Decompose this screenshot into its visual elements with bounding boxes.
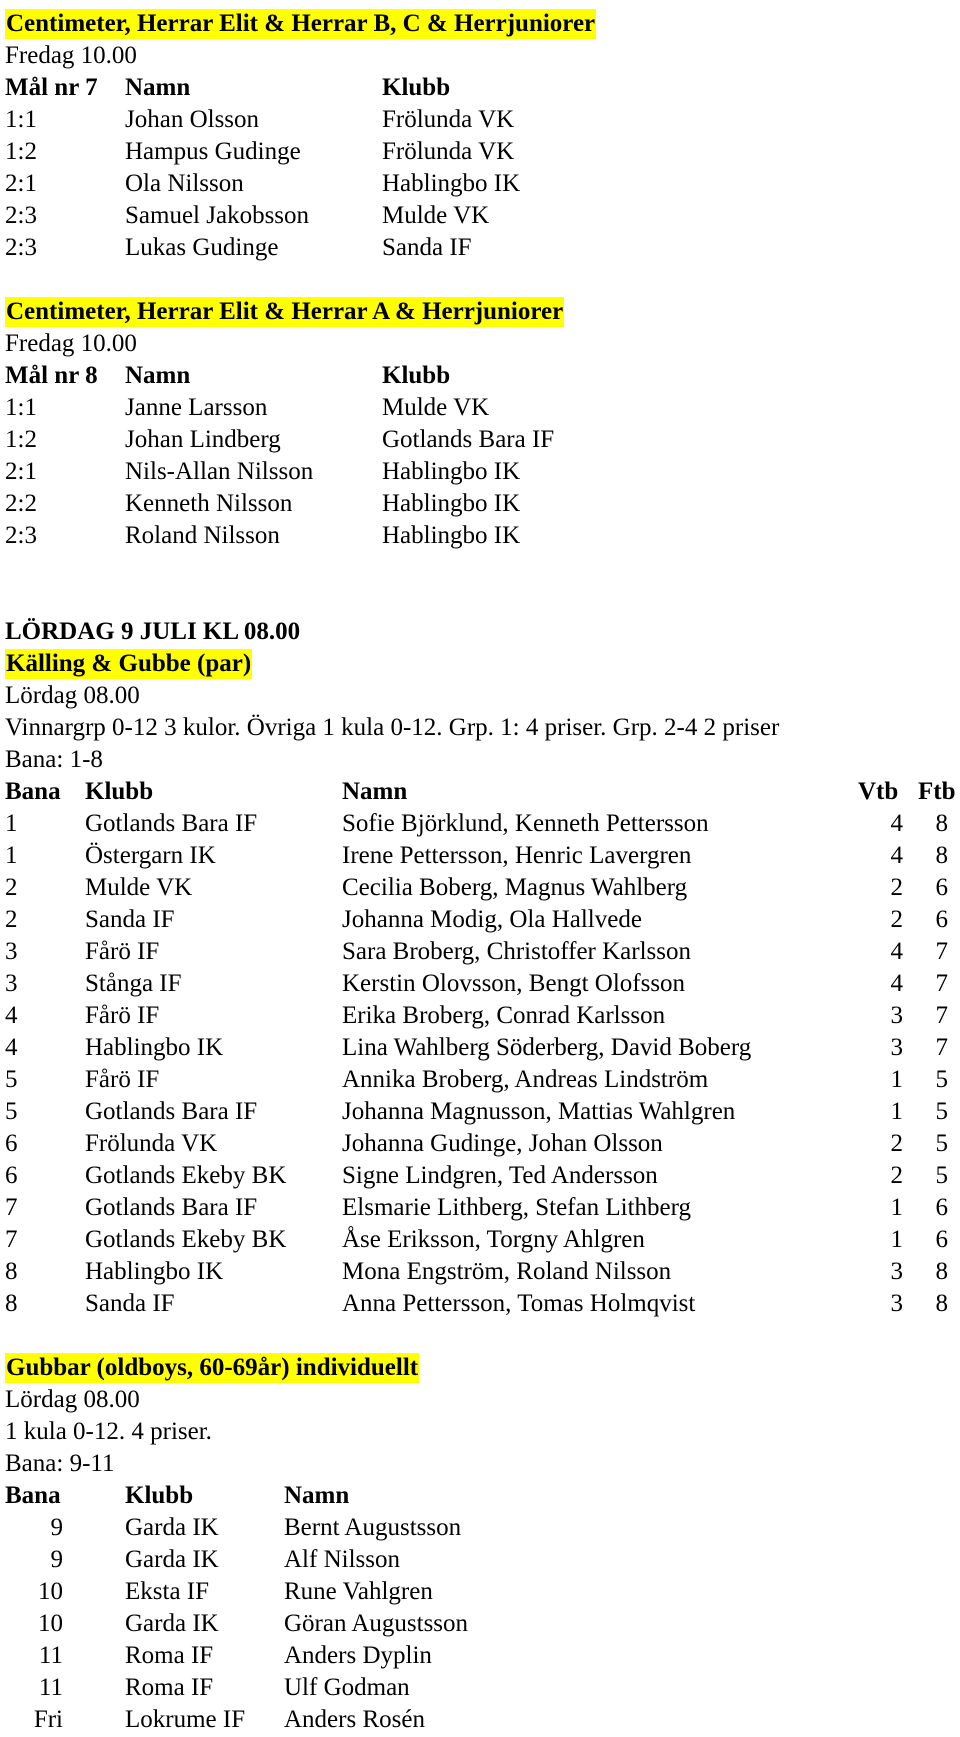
col-header-vtb: Vtb [858, 778, 899, 805]
club-cell: Mulde VK [382, 202, 490, 229]
club-cell: Frölunda VK [382, 138, 515, 165]
table-row [5, 1000, 955, 1032]
ftb-cell: 5 [935, 1066, 948, 1093]
ftb-cell: 8 [935, 1290, 948, 1317]
lane-cell: 3 [5, 938, 18, 965]
club-cell: Gotlands Bara IF [85, 1194, 258, 1221]
lane-cell: 3 [5, 970, 18, 997]
club-cell: Lokrume IF [125, 1706, 246, 1733]
section-time: Lördag 08.00 [5, 682, 140, 709]
table-row [5, 1064, 955, 1096]
club-cell: Roma IF [125, 1674, 214, 1701]
name-cell: Johan Olsson [125, 106, 260, 133]
name-cell: Elsmarie Lithberg, Stefan Lithberg [342, 1194, 691, 1221]
vtb-cell: 2 [890, 906, 903, 933]
col-header-name: Namn [125, 74, 191, 101]
ftb-cell: 6 [935, 1194, 948, 1221]
name-cell: Johanna Magnusson, Mattias Wahlgren [342, 1098, 736, 1125]
name-cell: Annika Broberg, Andreas Lindström [342, 1066, 709, 1093]
table-header [5, 1480, 955, 1512]
vtb-cell: 3 [890, 1258, 903, 1285]
club-cell: Garda IK [125, 1610, 219, 1637]
vtb-cell: 2 [890, 1162, 903, 1189]
section-time: Fredag 10.00 [5, 42, 137, 69]
lane-cell: 8 [5, 1258, 18, 1285]
goal-cell: 2:3 [5, 234, 37, 261]
club-cell: Sanda IF [382, 234, 472, 261]
table-row [5, 424, 955, 456]
club-cell: Gotlands Bara IF [85, 1098, 258, 1125]
club-cell: Mulde VK [382, 394, 490, 421]
col-header-goal: Mål nr 7 [5, 74, 98, 101]
section-header [5, 8, 955, 40]
goal-cell: 1:2 [5, 426, 37, 453]
pairs-table-body [5, 808, 955, 1320]
club-cell: Hablingbo IK [85, 1034, 224, 1061]
spacer [5, 552, 955, 616]
table-row [5, 1544, 955, 1576]
table-row [5, 1704, 955, 1736]
spacer [5, 1320, 955, 1352]
vtb-cell: 1 [890, 1066, 903, 1093]
table-row [5, 456, 955, 488]
ftb-cell: 5 [935, 1098, 948, 1125]
col-header-club: Klubb [382, 362, 451, 389]
ftb-cell: 6 [935, 874, 948, 901]
section-header [5, 648, 955, 680]
ftb-cell: 7 [935, 938, 948, 965]
table-header [5, 776, 955, 808]
vtb-cell: 2 [890, 1130, 903, 1157]
lane-cell: 11 [38, 1674, 63, 1701]
ftb-cell: 7 [935, 970, 948, 997]
club-cell: Frölunda VK [382, 106, 515, 133]
lane-cell: 4 [5, 1002, 18, 1029]
ftb-cell: 5 [935, 1130, 948, 1157]
ftb-cell: 8 [935, 810, 948, 837]
table-header [5, 72, 955, 104]
club-cell: Hablingbo IK [382, 522, 521, 549]
vtb-cell: 4 [890, 810, 903, 837]
table-row [5, 104, 955, 136]
table-row [5, 808, 955, 840]
name-cell: Bernt Augustsson [284, 1514, 462, 1541]
name-cell: Ulf Godman [284, 1674, 410, 1701]
club-cell: Gotlands Ekeby BK [85, 1162, 287, 1189]
club-cell: Hablingbo IK [382, 170, 521, 197]
name-cell: Johanna Modig, Ola Hallvede [342, 906, 642, 933]
club-cell: Gotlands Ekeby BK [85, 1226, 287, 1253]
table-header [5, 360, 955, 392]
club-cell: Hablingbo IK [85, 1258, 224, 1285]
name-cell: Johan Lindberg [125, 426, 281, 453]
table-row [5, 232, 955, 264]
lane-cell: 9 [50, 1514, 63, 1541]
club-cell: Östergarn IK [85, 842, 216, 869]
table-row [5, 1128, 955, 1160]
ftb-cell: 8 [935, 842, 948, 869]
table-row [5, 392, 955, 424]
ftb-cell: 7 [935, 1034, 948, 1061]
goal-cell: 2:2 [5, 490, 37, 517]
lane-cell: 7 [5, 1226, 18, 1253]
table-row [5, 1192, 955, 1224]
club-cell: Garda IK [125, 1514, 219, 1541]
club-cell: Garda IK [125, 1546, 219, 1573]
name-cell: Åse Eriksson, Torgny Ahlgren [342, 1226, 645, 1253]
lane-cell: 9 [50, 1546, 63, 1573]
section-time: Lördag 08.00 [5, 1386, 140, 1413]
club-cell: Mulde VK [85, 874, 193, 901]
table-row [5, 1672, 955, 1704]
name-cell: Anders Rosén [284, 1706, 425, 1733]
goal-cell: 1:1 [5, 394, 37, 421]
club-cell: Fårö IF [85, 938, 160, 965]
club-cell: Fårö IF [85, 1066, 160, 1093]
lane-cell: 4 [5, 1034, 18, 1061]
col-header-name: Namn [342, 778, 408, 805]
name-cell: Lukas Gudinge [125, 234, 279, 261]
name-cell: Kenneth Nilsson [125, 490, 293, 517]
name-cell: Kerstin Olovsson, Bengt Olofsson [342, 970, 686, 997]
table-row [5, 1160, 955, 1192]
name-cell: Signe Lindgren, Ted Andersson [342, 1162, 658, 1189]
section-rules: Vinnargrp 0-12 3 kulor. Övriga 1 kula 0-12. Grp. 1: 4 priser. Grp. 2-4 2 priser [5, 714, 780, 741]
goal-cell: 2:3 [5, 202, 37, 229]
name-cell: Roland Nilsson [125, 522, 280, 549]
section-title: Centimeter, Herrar Elit & Herrar A & Herrjuniorer [6, 298, 564, 325]
col-header-club: Klubb [382, 74, 451, 101]
goal-cell: 1:1 [5, 106, 37, 133]
col-header-name: Namn [125, 362, 191, 389]
section-rules: 1 kula 0-12. 4 priser. [5, 1418, 212, 1445]
vtb-cell: 4 [890, 970, 903, 997]
lane-cell: 2 [5, 874, 18, 901]
table-row [5, 904, 955, 936]
table-row [5, 840, 955, 872]
lane-cell: 5 [5, 1066, 18, 1093]
section-lanes: Bana: 1-8 [5, 746, 103, 773]
ftb-cell: 6 [935, 906, 948, 933]
col-header-goal: Mål nr 8 [5, 362, 98, 389]
lane-cell: 1 [5, 842, 18, 869]
table-row [5, 968, 955, 1000]
section-title: Källing & Gubbe (par) [6, 650, 252, 677]
vtb-cell: 4 [890, 842, 903, 869]
col-header-ftb: Ftb [918, 778, 956, 805]
club-cell: Sanda IF [85, 906, 175, 933]
name-cell: Anders Dyplin [284, 1642, 432, 1669]
vtb-cell: 1 [890, 1194, 903, 1221]
club-cell: Eksta IF [125, 1578, 210, 1605]
oldboys-table-body [5, 1512, 955, 1736]
name-cell: Johanna Gudinge, Johan Olsson [342, 1130, 663, 1157]
club-cell: Frölunda VK [85, 1130, 218, 1157]
name-cell: Rune Vahlgren [284, 1578, 433, 1605]
lane-cell: 11 [38, 1642, 63, 1669]
day-heading: LÖRDAG 9 JULI KL 08.00 [5, 618, 301, 645]
table-row [5, 1224, 955, 1256]
table-row [5, 1256, 955, 1288]
table-row [5, 488, 955, 520]
goal-cell: 2:1 [5, 458, 37, 485]
club-cell: Sanda IF [85, 1290, 175, 1317]
lane-cell: 10 [38, 1578, 63, 1605]
name-cell: Ola Nilsson [125, 170, 244, 197]
table-row [5, 1288, 955, 1320]
table-row [5, 520, 955, 552]
name-cell: Irene Pettersson, Henric Lavergren [342, 842, 692, 869]
name-cell: Erika Broberg, Conrad Karlsson [342, 1002, 666, 1029]
col-header-lane: Bana [5, 778, 61, 805]
name-cell: Nils-Allan Nilsson [125, 458, 314, 485]
lane-cell: 1 [5, 810, 18, 837]
vtb-cell: 3 [890, 1034, 903, 1061]
section-lanes: Bana: 9-11 [5, 1450, 115, 1477]
name-cell: Hampus Gudinge [125, 138, 301, 165]
lane-cell: Fri [33, 1706, 63, 1733]
col-header-lane: Bana [5, 1482, 61, 1509]
goal-cell: 2:1 [5, 170, 37, 197]
vtb-cell: 3 [890, 1002, 903, 1029]
club-cell: Hablingbo IK [382, 458, 521, 485]
table-row [5, 136, 955, 168]
name-cell: Lina Wahlberg Söderberg, David Boberg [342, 1034, 752, 1061]
club-cell: Stånga IF [85, 970, 182, 997]
goal-cell: 1:2 [5, 138, 37, 165]
vtb-cell: 2 [890, 874, 903, 901]
name-cell: Göran Augustsson [284, 1610, 469, 1637]
col-header-club: Klubb [85, 778, 154, 805]
vtb-cell: 1 [890, 1226, 903, 1253]
club-cell: Fårö IF [85, 1002, 160, 1029]
name-cell: Alf Nilsson [284, 1546, 400, 1573]
name-cell: Janne Larsson [125, 394, 268, 421]
col-header-name: Namn [284, 1482, 350, 1509]
name-cell: Cecilia Boberg, Magnus Wahlberg [342, 874, 688, 901]
section-title: Centimeter, Herrar Elit & Herrar B, C & Herrjuniorer [6, 10, 596, 37]
lane-cell: 6 [5, 1162, 18, 1189]
name-cell: Sara Broberg, Christoffer Karlsson [342, 938, 692, 965]
section-time: Fredag 10.00 [5, 330, 137, 357]
section-header [5, 296, 955, 328]
vtb-cell: 3 [890, 1290, 903, 1317]
club-cell: Gotlands Bara IF [85, 810, 258, 837]
lane-cell: 10 [38, 1610, 63, 1637]
lane-cell: 8 [5, 1290, 18, 1317]
lane-cell: 6 [5, 1130, 18, 1157]
table-row [5, 1608, 955, 1640]
ftb-cell: 5 [935, 1162, 948, 1189]
section-title: Gubbar (oldboys, 60-69år) individuellt [6, 1354, 419, 1381]
goal-cell: 2:3 [5, 522, 37, 549]
lane-cell: 7 [5, 1194, 18, 1221]
name-cell: Sofie Björklund, Kenneth Pettersson [342, 810, 709, 837]
name-cell: Samuel Jakobsson [125, 202, 310, 229]
table-row [5, 168, 955, 200]
spacer [5, 264, 955, 296]
club-cell: Gotlands Bara IF [382, 426, 555, 453]
lane-cell: 5 [5, 1098, 18, 1125]
club-cell: Hablingbo IK [382, 490, 521, 517]
col-header-club: Klubb [125, 1482, 194, 1509]
table-row [5, 200, 955, 232]
vtb-cell: 4 [890, 938, 903, 965]
name-cell: Anna Pettersson, Tomas Holmqvist [342, 1290, 696, 1317]
section-header [5, 1352, 955, 1384]
vtb-cell: 1 [890, 1098, 903, 1125]
ftb-cell: 6 [935, 1226, 948, 1253]
table-row [5, 1032, 955, 1064]
lane-cell: 2 [5, 906, 18, 933]
table-row [5, 1096, 955, 1128]
club-cell: Roma IF [125, 1642, 214, 1669]
table-row [5, 1640, 955, 1672]
ftb-cell: 7 [935, 1002, 948, 1029]
ftb-cell: 8 [935, 1258, 948, 1285]
table-row [5, 936, 955, 968]
table-row [5, 1512, 955, 1544]
table-row [5, 872, 955, 904]
table-row [5, 1576, 955, 1608]
schedule-document [5, 8, 955, 1736]
name-cell: Mona Engström, Roland Nilsson [342, 1258, 672, 1285]
